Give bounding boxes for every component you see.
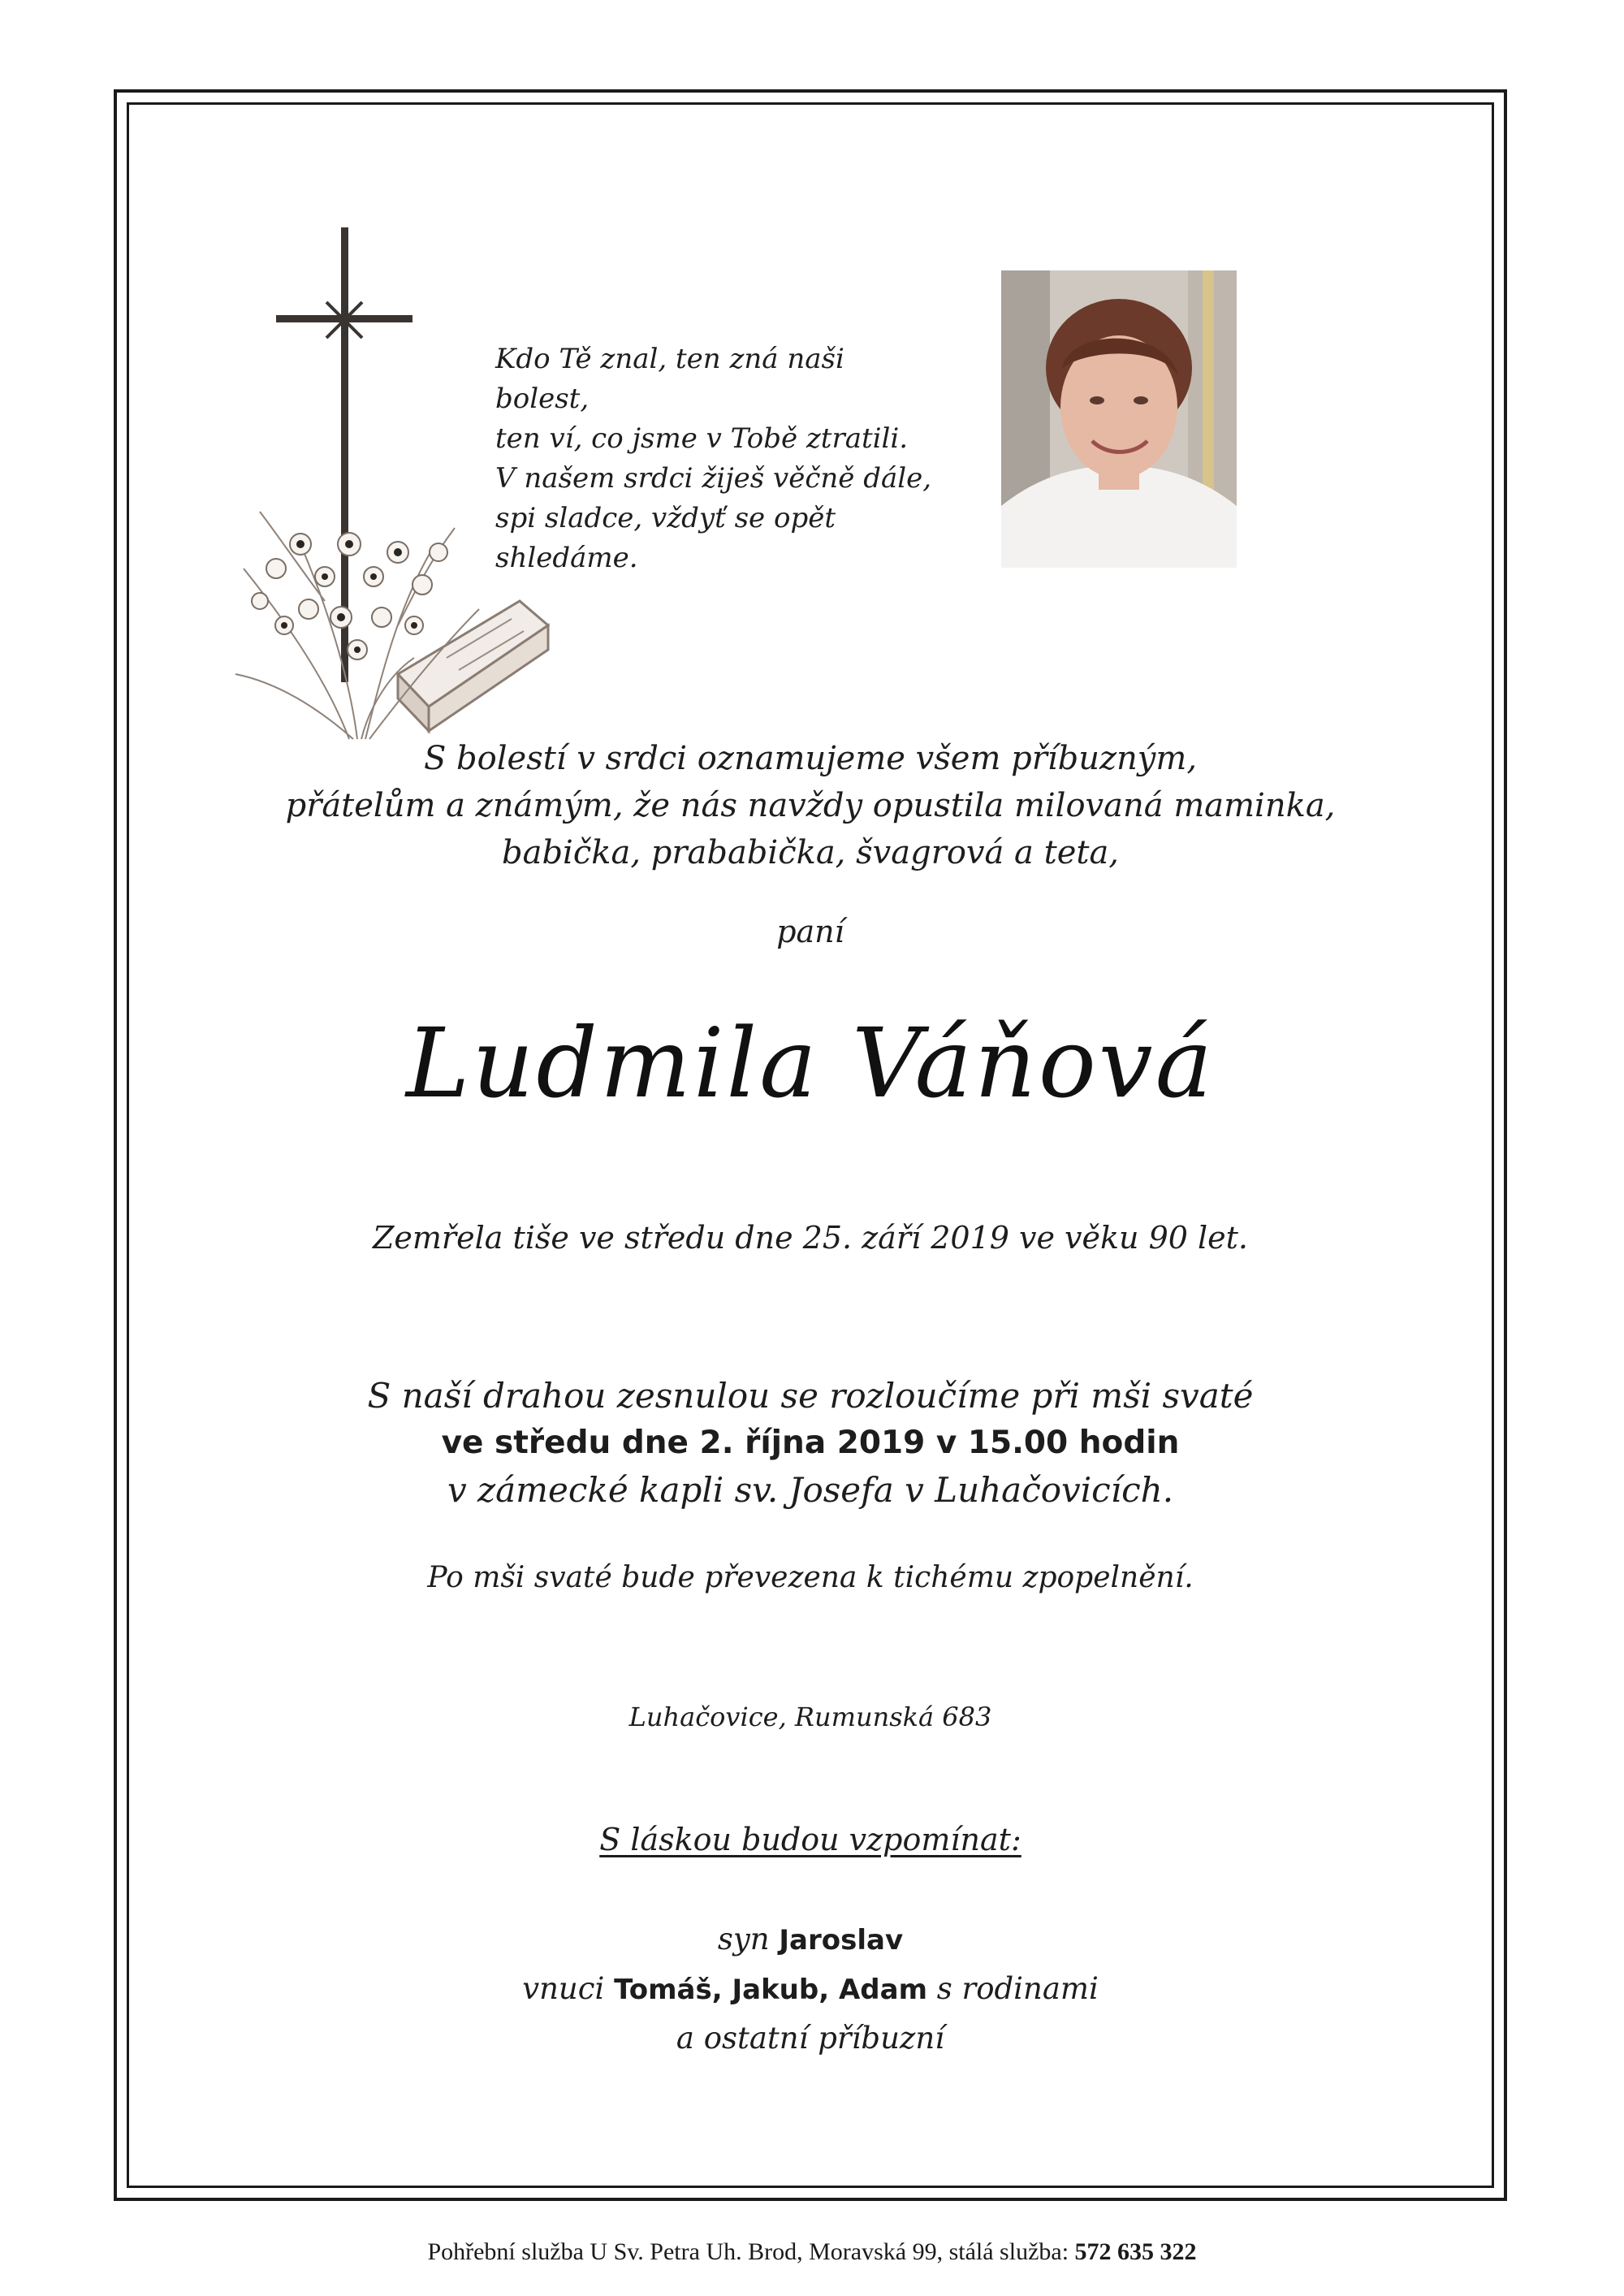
poem-line: ten ví, co jsme v Tobě ztratili. [495, 422, 909, 455]
family-relation: syn [717, 1922, 770, 1957]
deceased-name: Ludmila Váňová [406, 1007, 1215, 1119]
family-row: a ostatní příbuzní [676, 2021, 945, 2056]
intro-line: babička, prababička, švagrová a teta, [502, 834, 1119, 871]
address: Luhačovice, Rumunská 683 [628, 1701, 992, 1732]
family-relation: vnuci [522, 1971, 605, 2006]
cremation-note: Po mši svaté bude převezena k tichému zpopelnění. [427, 1561, 1194, 1594]
salutation: paní [776, 914, 844, 949]
farewell-line-1: S naší drahou zesnulou se rozloučíme při mši svaté [367, 1376, 1254, 1416]
announcement-intro [127, 735, 1494, 876]
family-row [127, 1965, 1494, 2014]
family-row [127, 1915, 1494, 1965]
family-names: Tomáš, Jakub, Adam [614, 1974, 927, 2006]
footer-phone: 572 635 322 [1074, 2238, 1197, 2265]
memory-title: S láskou budou vzpomínat: [599, 1822, 1021, 1857]
portrait-icon [1001, 270, 1237, 568]
portrait-photo [1001, 270, 1237, 568]
footer [0, 2238, 1624, 2266]
death-notice: Zemřela tiše ve středu dne 25. září 2019 ve věku 90 let. [372, 1220, 1249, 1256]
poem-line: spi sladce, vždyť se opět shledáme. [495, 502, 836, 574]
farewell-block [127, 1373, 1494, 1514]
footer-text: Pohřební služba U Sv. Petra Uh. Brod, Moravská 99, stálá služba: [427, 2238, 1069, 2265]
family-suffix: s rodinami [936, 1971, 1099, 2006]
farewell-location: v zámecké kapli sv. Josefa v Luhačovicích. [447, 1470, 1174, 1510]
poem-block [495, 339, 934, 578]
intro-line: S bolestí v srdci oznamujeme všem příbuzným, [423, 740, 1198, 777]
farewell-datetime: ve středu dne 2. října 2019 v 15.00 hodin [441, 1425, 1180, 1461]
poem-line: Kdo Tě znal, ten zná naši bolest, [495, 343, 844, 415]
poem-line: V našem srdci žiješ věčně dále, [495, 462, 932, 495]
flowers-icon [252, 533, 447, 659]
intro-line: přátelům a známým, že nás navždy opustila milovaná maminka, [285, 787, 1336, 824]
family-names: Jaroslav [779, 1924, 904, 1957]
family-list [127, 1915, 1494, 2063]
